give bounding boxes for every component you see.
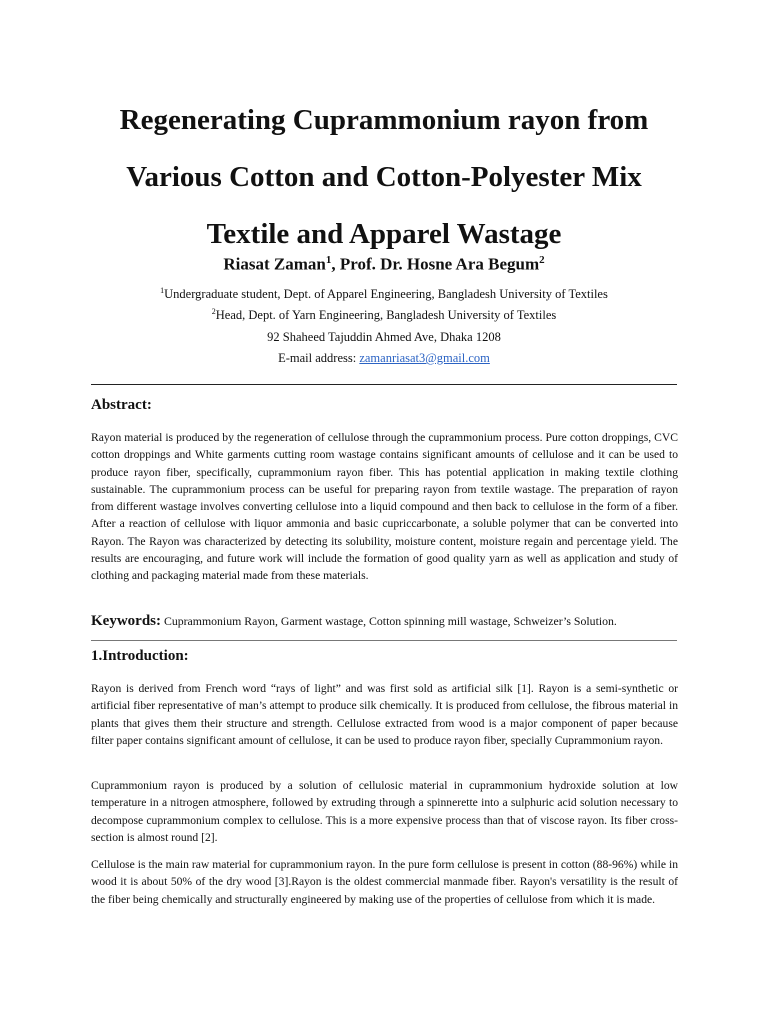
author-list <box>60 254 708 275</box>
author-1-superscript: 1 <box>325 254 332 266</box>
affiliation-2-text: Head, Dept. of Yarn Engineering, Bangladesh University of Textiles <box>215 308 557 323</box>
email-label: E-mail address: <box>278 351 360 365</box>
postal-address: 92 Shaheed Tajuddin Ahmed Ave, Dhaka 1208 <box>267 330 501 344</box>
keywords-text: Cuprammonium Rayon, Garment wastage, Cotton spinning mill wastage, Schweizer’s Solution. <box>161 614 617 628</box>
abstract-text: Rayon material is produced by the regeneration of cellulose through the cuprammonium process. Pure cotton droppings, CVC cotton droppings and White garments cutting room wastage contains significant amounts of cellulose and it can be used to produce rayon fiber, specifically, cuprammonium rayon fiber. This has potential application in making textile clothing sustainable. The cuprammonium process can be useful for preparing rayon from textile wastage. The preparation of rayon from different wastage involves converting cellulose into a liquid compound and then back to cellulose in the form of a fiber. After a reaction of cellulose with liquor ammonia and basic cupriccarbonate, a soluble polymer that can be converted into Rayon. The Rayon was characterized by detecting its solubility, moisture content, moisture regain and percentage yield. The results are encouraging, and future work will include the formation of good quality yarn as well as application and study of clothing and packaging material made from these materials. <box>91 431 678 583</box>
introduction-paragraph-1: Rayon is derived from French word “rays of light” and was first sold as artificial silk [1]. Rayon is a semi-synthetic or artificial fiber representative of man’s attempt to produce silk chemically. It is produced from cellulose, the fibrous material in plants that gives them their structure and strength. Cellulose extracted from wood is a major component of paper because filter paper contains significant amount of cellulose, it can be used to produce rayon fiber, specially Cuprammonium rayon. <box>91 682 678 747</box>
introduction-paragraph-3: Cellulose is the main raw material for cuprammonium rayon. In the pure form cellulose is present in cotton (88-96%) while in wood it is about 50% of the dry wood [3].Rayon is the oldest commercial manmade fiber. Rayon's versatility is the result of the fiber being chemically and structurally engineered by making use of the properties of cellulose from which it is made. <box>91 858 678 906</box>
author-1-name: Riasat Zaman <box>223 254 326 274</box>
paper-title <box>60 92 708 263</box>
author-2-name: Prof. Dr. Hosne Ara Begum <box>339 254 540 274</box>
title-line-2: Various Cotton and Cotton-Polyester Mix <box>126 161 642 193</box>
introduction-heading: 1.Introduction: <box>91 648 189 664</box>
keywords-divider <box>91 640 677 641</box>
author-2-superscript: 2 <box>539 254 545 266</box>
keywords-line <box>91 613 691 630</box>
affiliation-1-text: Undergraduate student, Dept. of Apparel Engineering, Bangladesh University of Textiles <box>164 287 608 302</box>
title-line-1: Regenerating Cuprammonium rayon from <box>119 104 649 136</box>
abstract-heading: Abstract: <box>91 397 152 413</box>
header-divider <box>91 384 677 385</box>
author-separator: , <box>331 254 340 274</box>
email-line <box>60 351 708 366</box>
title-line-3: Textile and Apparel Wastage <box>206 218 562 250</box>
affiliation-2 <box>60 307 708 323</box>
affiliation-1 <box>60 286 708 302</box>
keywords-label: Keywords: <box>91 613 161 629</box>
affiliation-2-superscript: 2 <box>211 307 216 316</box>
email-link[interactable]: zamanriasat3@gmail.com <box>359 351 490 365</box>
introduction-paragraph-2: Cuprammonium rayon is produced by a solution of cellulosic material in cuprammonium hydroxide solution at low temperature in a nitrogen atmosphere, followed by extruding through a spinnerette into a sulphuric acid solution necessary to decompose cuprammonium complex to cellulose. This is a more expensive process than that of viscose rayon. Its fiber cross-section is almost round [2]. <box>91 779 678 844</box>
affiliation-1-superscript: 1 <box>160 286 165 295</box>
